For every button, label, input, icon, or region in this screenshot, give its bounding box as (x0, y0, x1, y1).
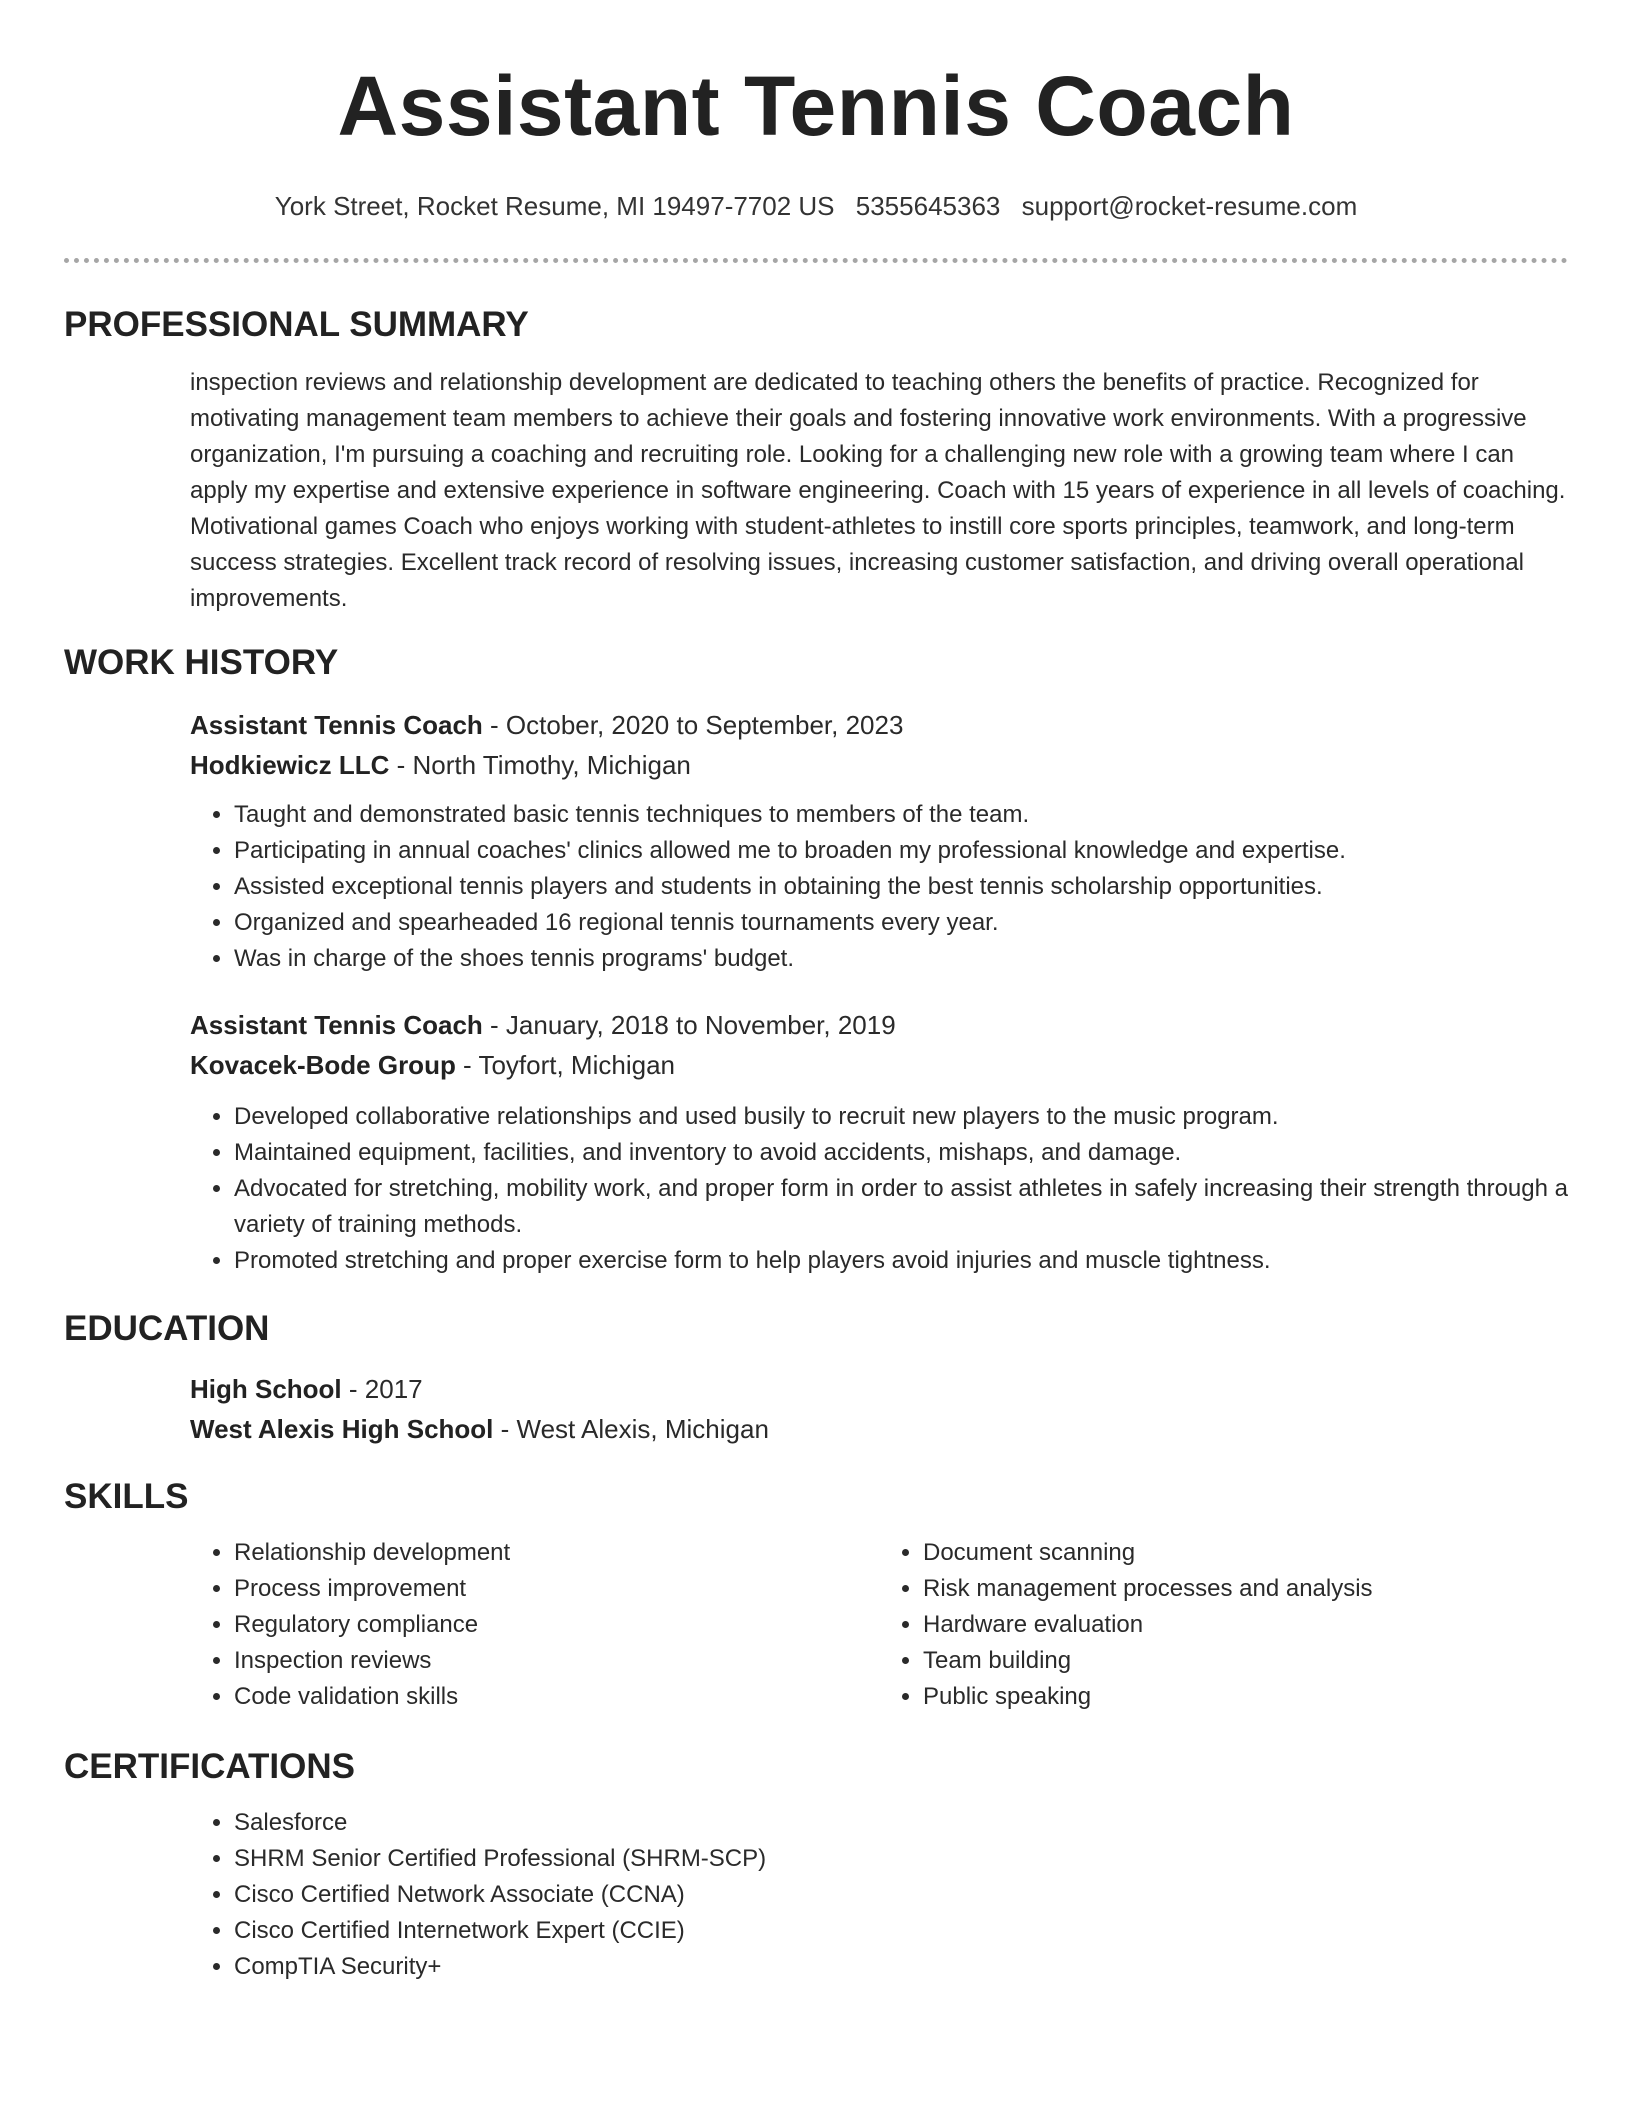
list-item: • Assisted exceptional tennis players and students in obtaining the best tennis scholarship opportunities. (234, 869, 1568, 905)
list-item: • Cisco Certified Internetwork Expert (CCIE) (234, 1913, 1568, 1949)
skills-list-left (190, 1535, 879, 1715)
list-item: • SHRM Senior Certified Professional (SHRM-SCP) (234, 1841, 1568, 1877)
list-item: • Cisco Certified Network Associate (CCNA) (234, 1877, 1568, 1913)
list-item: • Advocated for stretching, mobility work, and proper form in order to assist athletes in safely increasing their strength through a variety of training methods. (234, 1171, 1568, 1243)
list-item: • Document scanning (923, 1535, 1568, 1571)
list-item: • Organized and spearheaded 16 regional tennis tournaments every year. (234, 905, 1568, 941)
job-role: Assistant Tennis Coach (190, 1010, 483, 1040)
job-entry (190, 705, 1568, 977)
list-item: • CompTIA Security+ (234, 1949, 1568, 1985)
job-bullets (190, 1099, 1568, 1279)
work-history-section (190, 705, 1568, 1279)
certifications-heading: CERTIFICATIONS (64, 1747, 356, 1786)
contact-info (64, 188, 1568, 224)
skills-heading: SKILLS (64, 1477, 189, 1516)
list-item: • Regulatory compliance (234, 1607, 879, 1643)
skills-list-right (879, 1535, 1568, 1715)
list-item: • Promoted stretching and proper exercise form to help players avoid injuries and muscle tightness. (234, 1243, 1568, 1279)
education-section (190, 1369, 1568, 1449)
list-item: • Relationship development (234, 1535, 879, 1571)
list-item: • Inspection reviews (234, 1643, 879, 1679)
list-item: • Was in charge of the shoes tennis programs' budget. (234, 941, 1568, 977)
summary-text: inspection reviews and relationship development are dedicated to teaching others the benefits of practice. Recognized for motivating management team members to achieve their goals and fostering innovative work environments. With a progressive organization, I'm pursuing a coaching and recruiting role. Looking for a challenging new role with a growing team where I can apply my expertise and extensive experience in software engineering. Coach with 15 years of experience in all levels of coaching. Motivational games Coach who enjoys working with student-athletes to instill core sports principles, teamwork, and long-term success strategies. Excellent track record of resolving issues, increasing customer satisfaction, and driving overall operational improvements. (190, 369, 1566, 612)
list-item: • Risk management processes and analysis (923, 1571, 1568, 1607)
list-item: • Participating in annual coaches' clinics allowed me to broaden my professional knowledge and expertise. (234, 833, 1568, 869)
job-location: - Toyfort, Michigan (455, 1050, 675, 1080)
job-company: Hodkiewicz LLC (190, 750, 390, 780)
job-company: Kovacek-Bode Group (190, 1050, 456, 1080)
job-location: - North Timothy, Michigan (389, 750, 691, 780)
list-item: • Process improvement (234, 1571, 879, 1607)
summary-section (190, 365, 1568, 617)
list-item: • Team building (923, 1643, 1568, 1679)
header-divider (64, 258, 1568, 263)
education-year: - 2017 (341, 1374, 423, 1404)
job-role: Assistant Tennis Coach (190, 710, 483, 740)
list-item: • Developed collaborative relationships and used busily to recruit new players to the music program. (234, 1099, 1568, 1135)
list-item: • Taught and demonstrated basic tennis techniques to members of the team. (234, 797, 1568, 833)
resume-name: Assistant Tennis Coach (337, 59, 1295, 153)
job-title-line (190, 705, 1568, 745)
job-title-line (190, 1005, 1568, 1045)
skills-section (190, 1535, 1568, 1715)
education-school: West Alexis High School (190, 1414, 494, 1444)
work-history-heading: WORK HISTORY (64, 643, 339, 682)
list-item: • Salesforce (234, 1805, 1568, 1841)
job-company-line (190, 745, 1568, 785)
certifications-section (190, 1805, 1568, 1985)
education-degree-line (190, 1369, 1568, 1409)
list-item: • Code validation skills (234, 1679, 879, 1715)
contact-phone: 5355645363 (855, 191, 1001, 221)
education-degree: High School (190, 1374, 342, 1404)
summary-heading: PROFESSIONAL SUMMARY (64, 305, 529, 344)
contact-address: York Street, Rocket Resume, MI 19497-7702 US (274, 191, 835, 221)
list-item: • Hardware evaluation (923, 1607, 1568, 1643)
job-dates: - January, 2018 to November, 2019 (482, 1010, 896, 1040)
education-school-line (190, 1409, 1568, 1449)
certifications-list (190, 1805, 1568, 1985)
list-item: • Public speaking (923, 1679, 1568, 1715)
education-heading: EDUCATION (64, 1309, 270, 1348)
education-location: - West Alexis, Michigan (493, 1414, 769, 1444)
job-entry (190, 1005, 1568, 1279)
job-dates: - October, 2020 to September, 2023 (482, 710, 904, 740)
job-company-line (190, 1045, 1568, 1085)
list-item: • Maintained equipment, facilities, and inventory to avoid accidents, mishaps, and damage. (234, 1135, 1568, 1171)
job-bullets (190, 797, 1568, 977)
contact-email: support@rocket-resume.com (1021, 191, 1358, 221)
